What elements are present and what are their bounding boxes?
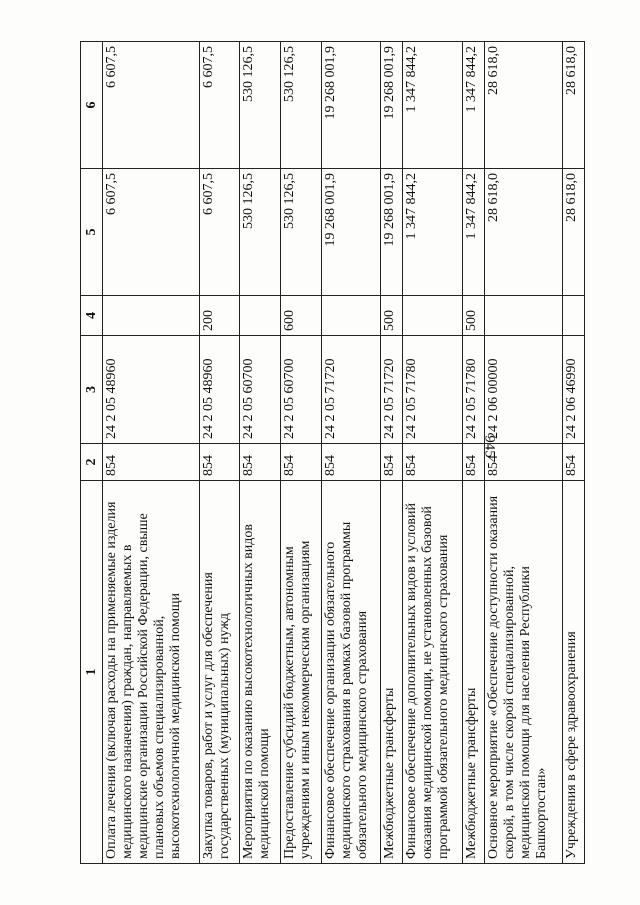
row-code: 24 2 06 00000 — [484, 336, 562, 444]
table-row — [281, 42, 322, 864]
row-amount-1: 19 268 001,9 — [321, 169, 380, 296]
header-col-4: 4 — [81, 296, 103, 336]
row-type — [321, 296, 380, 336]
row-amount-2: 28 618,0 — [562, 42, 584, 169]
row-type: 200 — [199, 296, 240, 336]
row-type — [562, 296, 584, 336]
row-amount-1: 28 618,0 — [484, 169, 562, 296]
row-ministry: 854 — [562, 444, 584, 481]
page-number: 945 — [481, 435, 498, 458]
row-name: Основное мероприятие «Обеспечение доступности оказания скорой, в том числе скорой специализированной, медицинской помощи для населения Республики Башкортостан» — [484, 481, 562, 864]
table-row — [199, 42, 240, 864]
row-type: 600 — [281, 296, 322, 336]
header-col-2: 2 — [81, 444, 103, 481]
table-row — [321, 42, 380, 864]
row-code: 24 2 05 71720 — [321, 336, 380, 444]
row-amount-2: 19 268 001,9 — [321, 42, 380, 169]
row-amount-1: 1 347 844,2 — [403, 169, 462, 296]
rotated-table-container — [80, 42, 585, 864]
row-ministry: 854 — [281, 444, 322, 481]
row-amount-2: 28 618,0 — [484, 42, 562, 169]
row-type — [484, 296, 562, 336]
row-name: Финансовое обеспечение организации обязательного медицинского страхования в рамках базовой программы обязательного медицинского страхования — [321, 481, 380, 864]
table-row — [462, 42, 484, 864]
row-ministry: 854 — [484, 444, 562, 481]
table-row — [103, 42, 200, 864]
table-header-row — [81, 42, 103, 864]
table-row — [381, 42, 403, 864]
row-amount-1: 530 126,5 — [281, 169, 322, 296]
row-name: Оплата лечения (включая расходы на применяемые изделия медицинского назначения) граждан, направляемых в медицинские организации Российской Федерации, свыше плановых объемов специализированной, высокотехнологичной медицинской помощи — [103, 481, 200, 864]
row-name: Финансовое обеспечение дополнительных видов и условий оказания медицинской помощи, не установленных базовой программой обязательного медицинского страхования — [403, 481, 462, 864]
row-amount-1: 530 126,5 — [240, 169, 281, 296]
row-ministry: 854 — [462, 444, 484, 481]
row-type — [103, 296, 200, 336]
row-amount-2: 6 607,5 — [103, 42, 200, 169]
header-col-5: 5 — [81, 169, 103, 296]
header-col-1: 1 — [81, 481, 103, 864]
row-code: 24 2 05 48960 — [199, 336, 240, 444]
row-type — [403, 296, 462, 336]
row-code: 24 2 05 60700 — [240, 336, 281, 444]
row-amount-2: 1 347 844,2 — [403, 42, 462, 169]
row-ministry: 854 — [403, 444, 462, 481]
header-col-6: 6 — [81, 42, 103, 169]
table-row — [403, 42, 462, 864]
row-code: 24 2 05 60700 — [281, 336, 322, 444]
table-row — [562, 42, 584, 864]
row-code: 24 2 05 48960 — [103, 336, 200, 444]
row-amount-1: 19 268 001,9 — [381, 169, 403, 296]
row-name: Предоставление субсидий бюджетным, автономным учреждениям и иным некоммерческим организациям — [281, 481, 322, 864]
row-code: 24 2 05 71780 — [403, 336, 462, 444]
row-name: Мероприятия по оказанию высокотехнологичных видов медицинской помощи — [240, 481, 281, 864]
row-code: 24 2 05 71720 — [381, 336, 403, 444]
row-code: 24 2 05 71780 — [462, 336, 484, 444]
table-row — [484, 42, 562, 864]
row-code: 24 2 06 46990 — [562, 336, 584, 444]
row-amount-2: 1 347 844,2 — [462, 42, 484, 169]
row-amount-2: 6 607,5 — [199, 42, 240, 169]
row-ministry: 854 — [240, 444, 281, 481]
row-ministry: 854 — [321, 444, 380, 481]
row-ministry: 854 — [381, 444, 403, 481]
header-col-3: 3 — [81, 336, 103, 444]
row-type: 500 — [381, 296, 403, 336]
row-amount-1: 28 618,0 — [562, 169, 584, 296]
row-amount-1: 1 347 844,2 — [462, 169, 484, 296]
row-ministry: 854 — [199, 444, 240, 481]
row-name: Межбюджетные трансферты — [462, 481, 484, 864]
budget-table — [80, 41, 585, 864]
row-amount-2: 19 268 001,9 — [381, 42, 403, 169]
row-name: Межбюджетные трансферты — [381, 481, 403, 864]
row-amount-2: 530 126,5 — [240, 42, 281, 169]
row-ministry: 854 — [103, 444, 200, 481]
row-amount-1: 6 607,5 — [103, 169, 200, 296]
row-type: 500 — [462, 296, 484, 336]
row-amount-2: 530 126,5 — [281, 42, 322, 169]
row-amount-1: 6 607,5 — [199, 169, 240, 296]
row-name: Учреждения в сфере здравоохранения — [562, 481, 584, 864]
table-row — [240, 42, 281, 864]
row-name: Закупка товаров, работ и услуг для обеспечения государственных (муниципальных) нужд — [199, 481, 240, 864]
row-type — [240, 296, 281, 336]
